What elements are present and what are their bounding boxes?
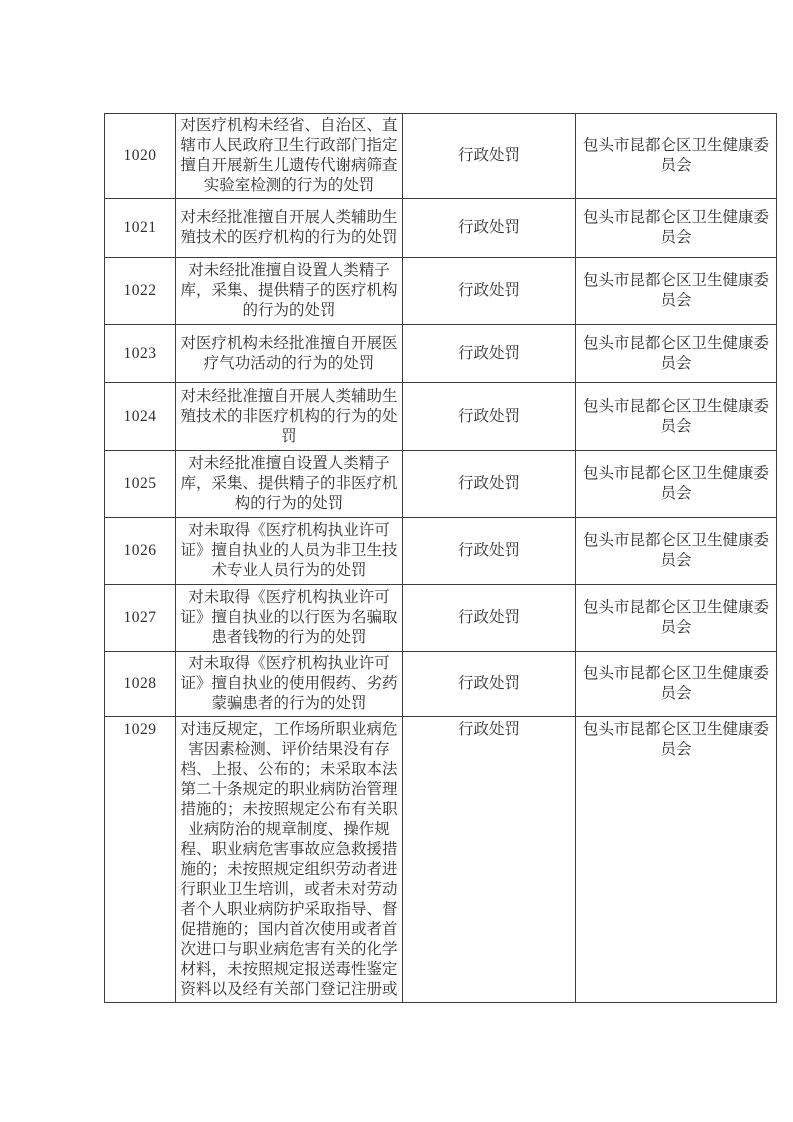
penalty-description-cell: 对未经批准擅自设置人类精子库，采集、提供精子的医疗机构的行为的处罚 [176,258,403,325]
row-number-cell: 1027 [105,585,176,652]
authority-cell: 包头市昆都仑区卫生健康委员会 [576,518,777,585]
authority-cell: 包头市昆都仑区卫生健康委员会 [576,325,777,383]
table-row [105,652,777,717]
penalty-type-cell: 行政处罚 [403,717,576,1003]
penalty-description-cell: 对未取得《医疗机构执业许可证》擅自执业的人员为非卫生技术专业人员行为的处罚 [176,518,403,585]
authority-cell: 包头市昆都仑区卫生健康委员会 [576,199,777,258]
table-row [105,199,777,258]
penalty-type-cell: 行政处罚 [403,652,576,717]
authority-cell: 包头市昆都仑区卫生健康委员会 [576,585,777,652]
penalty-type-cell: 行政处罚 [403,518,576,585]
penalty-type-cell: 行政处罚 [403,451,576,518]
table-row [105,258,777,325]
table-row [105,451,777,518]
penalty-description-cell: 对违反规定，工作场所职业病危害因素检测、评价结果没有存档、上报、公布的；未采取本法第二十条规定的职业病防治管理措施的；未按照规定公布有关职业病防治的规章制度、操作规程、职业病危害事故应急救援措施的；未按照规定组织劳动者进行职业卫生培训，或者未对劳动者个人职业病防护采取指导、督促措施的；国内首次使用或者首次进口与职业病危害有关的化学材料，未按照规定报送毒性鉴定资料以及经有关部门登记注册或 [176,717,403,1003]
penalty-description-cell: 对医疗机构未经批准擅自开展医疗气功活动的行为的处罚 [176,325,403,383]
table-row [105,717,777,1003]
penalty-type-cell: 行政处罚 [403,114,576,199]
authority-cell: 包头市昆都仑区卫生健康委员会 [576,652,777,717]
row-number-cell: 1028 [105,652,176,717]
penalty-description-cell: 对未取得《医疗机构执业许可证》擅自执业的以行医为名骗取患者钱物的行为的处罚 [176,585,403,652]
penalty-table [104,113,777,1003]
penalty-type-cell: 行政处罚 [403,585,576,652]
row-number-cell: 1022 [105,258,176,325]
authority-cell: 包头市昆都仑区卫生健康委员会 [576,258,777,325]
row-number-cell: 1026 [105,518,176,585]
row-number-cell: 1020 [105,114,176,199]
penalty-type-cell: 行政处罚 [403,325,576,383]
penalty-type-cell: 行政处罚 [403,383,576,451]
penalty-type-cell: 行政处罚 [403,199,576,258]
authority-cell: 包头市昆都仑区卫生健康委员会 [576,383,777,451]
table-row [105,585,777,652]
table-row [105,518,777,585]
table-row [105,383,777,451]
authority-cell: 包头市昆都仑区卫生健康委员会 [576,451,777,518]
table-row [105,325,777,383]
row-number-cell: 1023 [105,325,176,383]
row-number-cell: 1021 [105,199,176,258]
row-number-cell: 1024 [105,383,176,451]
row-number-cell: 1029 [105,717,176,1003]
row-number-cell: 1025 [105,451,176,518]
authority-cell: 包头市昆都仑区卫生健康委员会 [576,717,777,1003]
penalty-description-cell: 对未经批准擅自开展人类辅助生殖技术的非医疗机构的行为的处罚 [176,383,403,451]
penalty-description-cell: 对未经批准擅自开展人类辅助生殖技术的医疗机构的行为的处罚 [176,199,403,258]
penalty-description-cell: 对未经批准擅自设置人类精子库，采集、提供精子的非医疗机构的行为的处罚 [176,451,403,518]
penalty-type-cell: 行政处罚 [403,258,576,325]
table-row [105,114,777,199]
authority-cell: 包头市昆都仑区卫生健康委员会 [576,114,777,199]
penalty-description-cell: 对未取得《医疗机构执业许可证》擅自执业的使用假药、劣药蒙骗患者的行为的处罚 [176,652,403,717]
penalty-description-cell: 对医疗机构未经省、自治区、直辖市人民政府卫生行政部门指定擅自开展新生儿遗传代谢病筛查实验室检测的行为的处罚 [176,114,403,199]
